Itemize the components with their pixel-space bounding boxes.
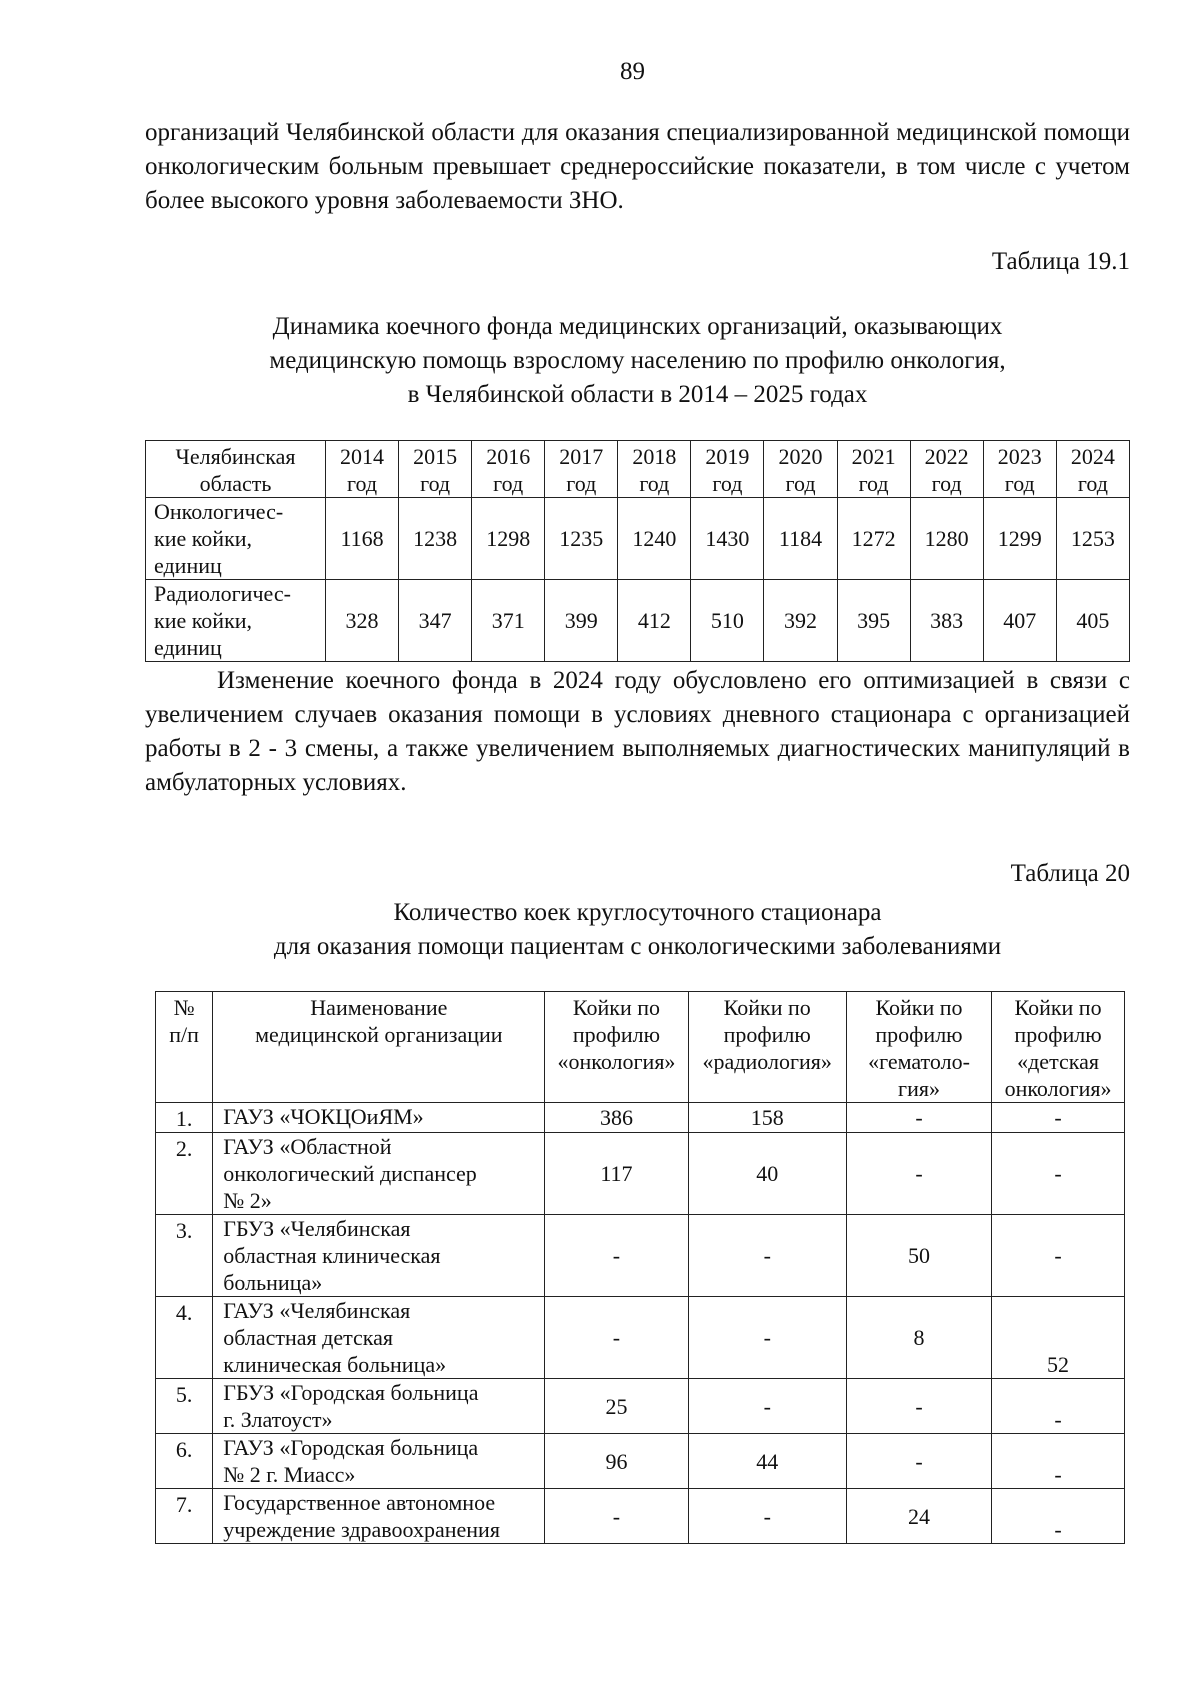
radiology-beds: - <box>688 1379 846 1434</box>
hematology-header: Койки по профилю «гематоло- гия» <box>846 992 991 1103</box>
year-header: 2022 год <box>910 441 983 498</box>
table-row <box>146 498 1130 580</box>
oncology-header: Койки по профилю «онкология» <box>545 992 688 1103</box>
table-row <box>156 1215 1125 1297</box>
table-header-row <box>156 992 1125 1103</box>
caption-line: в Челябинской области в 2014 – 2025 годах <box>407 381 868 408</box>
organization-name: ГАУЗ «Областной онкологический диспансер № 2» <box>213 1133 545 1215</box>
row-number: 2. <box>156 1133 213 1215</box>
page-number: 89 <box>620 58 645 85</box>
table-cell: 1272 <box>837 498 910 580</box>
oncology-beds: 96 <box>545 1434 688 1489</box>
row-number: 3. <box>156 1215 213 1297</box>
hematology-beds: - <box>846 1434 991 1489</box>
pediatric-oncology-beds: - <box>992 1379 1125 1434</box>
table-row <box>156 1434 1125 1489</box>
table-cell: 405 <box>1056 580 1129 662</box>
table-row <box>156 1379 1125 1434</box>
oncology-beds: 117 <box>545 1133 688 1215</box>
table-row <box>146 580 1130 662</box>
row-number: 6. <box>156 1434 213 1489</box>
organization-name: ГБУЗ «Челябинская областная клиническая больница» <box>213 1215 545 1297</box>
table-cell: 399 <box>545 580 618 662</box>
organization-header: Наименование медицинской организации <box>213 992 545 1103</box>
year-header: 2020 год <box>764 441 837 498</box>
middle-paragraph: Изменение коечного фонда в 2024 году обусловлено его оптимизацией в связи с увеличением случаев оказания помощи в условиях дневного стационара с организацией работы в 2 - 3 смены, а также увеличением выполняемых диагностических манипуляций в амбулаторных условиях. <box>145 667 1130 796</box>
pediatric-oncology-beds: - <box>992 1489 1125 1544</box>
year-header: 2014 год <box>326 441 399 498</box>
row-label: Радиологичес- кие койки, единиц <box>146 580 326 662</box>
pediatric-oncology-beds: - <box>992 1215 1125 1297</box>
organization-name: ГАУЗ «Городская больница № 2 г. Миасс» <box>213 1434 545 1489</box>
table-19-1-caption <box>145 310 1130 412</box>
table-cell: 1235 <box>545 498 618 580</box>
radiology-beds: 40 <box>688 1133 846 1215</box>
pediatric-oncology-beds: 52 <box>992 1297 1125 1379</box>
organization-name: Государственное автономное учреждение здравоохранения <box>213 1489 545 1544</box>
radiology-beds: - <box>688 1297 846 1379</box>
table-cell: 1298 <box>472 498 545 580</box>
year-header: 2017 год <box>545 441 618 498</box>
radiology-beds: - <box>688 1489 846 1544</box>
oncology-beds: 386 <box>545 1103 688 1133</box>
oncology-beds: - <box>545 1215 688 1297</box>
year-header: 2021 год <box>837 441 910 498</box>
table-cell: 1238 <box>399 498 472 580</box>
hematology-beds: 50 <box>846 1215 991 1297</box>
table-cell: 383 <box>910 580 983 662</box>
organization-name: ГБУЗ «Городская больница г. Златоуст» <box>213 1379 545 1434</box>
table-cell: 1184 <box>764 498 837 580</box>
organization-name: ГАУЗ «Челябинская областная детская клиническая больница» <box>213 1297 545 1379</box>
table-cell: 328 <box>326 580 399 662</box>
table-cell: 412 <box>618 580 691 662</box>
table-cell: 395 <box>837 580 910 662</box>
radiology-beds: - <box>688 1215 846 1297</box>
table-cell: 1430 <box>691 498 764 580</box>
table-cell: 392 <box>764 580 837 662</box>
row-number: 4. <box>156 1297 213 1379</box>
oncology-beds: - <box>545 1297 688 1379</box>
table-cell: 1253 <box>1056 498 1129 580</box>
number-header: № п/п <box>156 992 213 1103</box>
organization-name: ГАУЗ «ЧОКЦОиЯМ» <box>213 1103 545 1133</box>
year-header: 2015 год <box>399 441 472 498</box>
row-number: 7. <box>156 1489 213 1544</box>
table-20-label: Таблица 20 <box>1010 860 1130 887</box>
table-row <box>156 1103 1125 1133</box>
table-cell: 407 <box>983 580 1056 662</box>
radiology-beds: 44 <box>688 1434 846 1489</box>
row-number: 1. <box>156 1103 213 1133</box>
table-cell: 1240 <box>618 498 691 580</box>
oncology-beds: 25 <box>545 1379 688 1434</box>
table-cell: 347 <box>399 580 472 662</box>
row-number: 5. <box>156 1379 213 1434</box>
year-header: 2024 год <box>1056 441 1129 498</box>
year-header: 2023 год <box>983 441 1056 498</box>
bed-count-table <box>155 991 1125 1544</box>
radiology-header: Койки по профилю «радиология» <box>688 992 846 1103</box>
year-header: 2016 год <box>472 441 545 498</box>
pediatric-oncology-beds: - <box>992 1434 1125 1489</box>
year-header: 2018 год <box>618 441 691 498</box>
table-row <box>156 1297 1125 1379</box>
row-label: Онкологичес- кие койки, единиц <box>146 498 326 580</box>
caption-line: для оказания помощи пациентам с онкологическими заболеваниями <box>273 933 1002 960</box>
table-row <box>156 1489 1125 1544</box>
intro-paragraph: организаций Челябинской области для оказания специализированной медицинской помощи онкологическим больным превышает среднероссийские показатели, в том числе с учетом более высокого уровня заболеваемости ЗНО. <box>145 119 1130 214</box>
caption-line: медицинскую помощь взрослому населению по профилю онкология, <box>269 347 1006 374</box>
caption-line: Динамика коечного фонда медицинских организаций, оказывающих <box>272 313 1003 340</box>
table-header-row <box>146 441 1130 498</box>
caption-line: Количество коек круглосуточного стационара <box>393 899 882 926</box>
hematology-beds: 8 <box>846 1297 991 1379</box>
bed-dynamics-table <box>145 440 1130 662</box>
hematology-beds: 24 <box>846 1489 991 1544</box>
table-cell: 1280 <box>910 498 983 580</box>
hematology-beds: - <box>846 1103 991 1133</box>
oncology-beds: - <box>545 1489 688 1544</box>
hematology-beds: - <box>846 1379 991 1434</box>
table-cell: 510 <box>691 580 764 662</box>
table-row <box>156 1133 1125 1215</box>
table-20-caption <box>145 896 1130 964</box>
radiology-beds: 158 <box>688 1103 846 1133</box>
table-19-1-label: Таблица 19.1 <box>991 248 1130 275</box>
table-cell: 1168 <box>326 498 399 580</box>
pediatric-oncology-beds: - <box>992 1133 1125 1215</box>
pediatric-oncology-beds: - <box>992 1103 1125 1133</box>
pediatric-oncology-header: Койки по профилю «детская онкология» <box>992 992 1125 1103</box>
table-cell: 1299 <box>983 498 1056 580</box>
hematology-beds: - <box>846 1133 991 1215</box>
table-cell: 371 <box>472 580 545 662</box>
region-header: Челябинская область <box>146 441 326 498</box>
year-header: 2019 год <box>691 441 764 498</box>
